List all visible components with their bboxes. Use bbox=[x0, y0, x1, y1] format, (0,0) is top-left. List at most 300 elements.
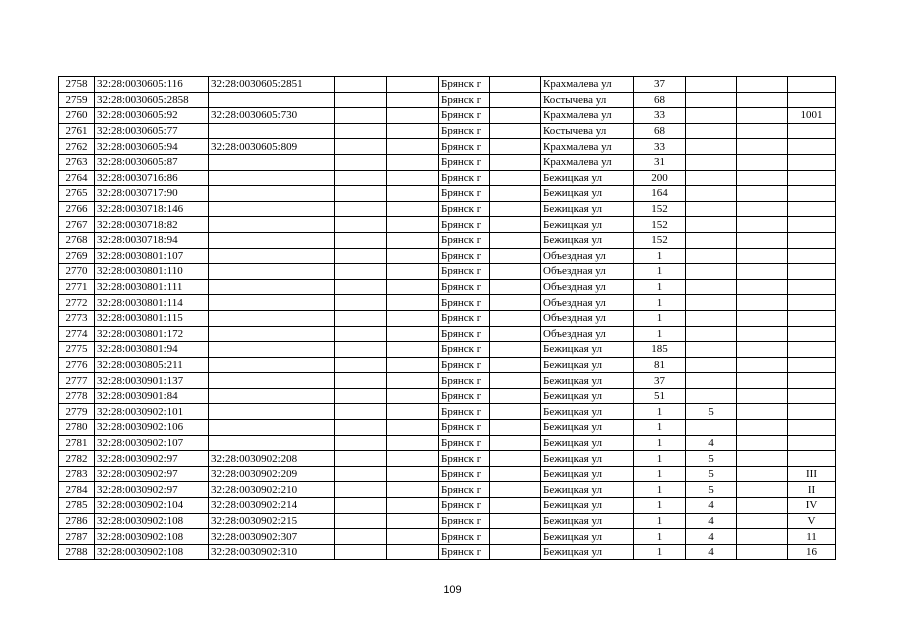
cell-linked-cadastral-number bbox=[209, 201, 335, 217]
cell-linked-cadastral-number bbox=[209, 388, 335, 404]
cell-city: Брянск г bbox=[439, 435, 490, 451]
cell-linked-cadastral-number bbox=[209, 373, 335, 389]
cell-city: Брянск г bbox=[439, 123, 490, 139]
cell-apartment bbox=[788, 123, 836, 139]
table-row bbox=[59, 451, 836, 467]
table-row bbox=[59, 404, 836, 420]
cell-street: Бежицкая ул bbox=[541, 373, 634, 389]
cell-street: Бежицкая ул bbox=[541, 357, 634, 373]
cell-cadastral-number: 32:28:0030902:107 bbox=[95, 435, 209, 451]
cell-column-4 bbox=[335, 529, 387, 545]
cell-city: Брянск г bbox=[439, 342, 490, 358]
cell-column-4 bbox=[335, 295, 387, 311]
cell-linked-cadastral-number bbox=[209, 357, 335, 373]
cell-column-11 bbox=[737, 544, 788, 560]
cell-column-4 bbox=[335, 404, 387, 420]
cell-cadastral-number: 32:28:0030718:94 bbox=[95, 232, 209, 248]
cell-column-7 bbox=[490, 513, 541, 529]
cell-house-number: 68 bbox=[634, 92, 686, 108]
cell-apartment bbox=[788, 264, 836, 280]
cell-column-5 bbox=[387, 139, 439, 155]
cell-column-4 bbox=[335, 217, 387, 233]
cell-street: Бежицкая ул bbox=[541, 513, 634, 529]
cell-building bbox=[686, 77, 737, 93]
cell-column-7 bbox=[490, 466, 541, 482]
cell-building bbox=[686, 217, 737, 233]
cell-street: Крахмалева ул bbox=[541, 77, 634, 93]
table-row bbox=[59, 544, 836, 560]
cell-column-11 bbox=[737, 310, 788, 326]
cell-building: 4 bbox=[686, 513, 737, 529]
cell-linked-cadastral-number: 32:28:0030605:809 bbox=[209, 139, 335, 155]
cell-column-7 bbox=[490, 482, 541, 498]
cell-street: Костычева ул bbox=[541, 123, 634, 139]
cell-building: 5 bbox=[686, 404, 737, 420]
table-row bbox=[59, 513, 836, 529]
cell-city: Брянск г bbox=[439, 420, 490, 436]
cell-cadastral-number: 32:28:0030902:97 bbox=[95, 451, 209, 467]
cell-cadastral-number: 32:28:0030902:106 bbox=[95, 420, 209, 436]
cell-house-number: 51 bbox=[634, 388, 686, 404]
cell-city: Брянск г bbox=[439, 232, 490, 248]
cell-street: Крахмалева ул bbox=[541, 108, 634, 124]
cell-column-4 bbox=[335, 154, 387, 170]
cell-building bbox=[686, 342, 737, 358]
cell-linked-cadastral-number: 32:28:0030902:210 bbox=[209, 482, 335, 498]
cell-cadastral-number: 32:28:0030902:101 bbox=[95, 404, 209, 420]
cell-street: Бежицкая ул bbox=[541, 482, 634, 498]
cell-column-11 bbox=[737, 529, 788, 545]
cell-row-number: 2783 bbox=[59, 466, 95, 482]
cell-city: Брянск г bbox=[439, 326, 490, 342]
cell-column-4 bbox=[335, 248, 387, 264]
cell-cadastral-number: 32:28:0030605:87 bbox=[95, 154, 209, 170]
cell-column-4 bbox=[335, 310, 387, 326]
cell-apartment: III bbox=[788, 466, 836, 482]
cell-apartment bbox=[788, 451, 836, 467]
cell-column-5 bbox=[387, 264, 439, 280]
cell-column-7 bbox=[490, 201, 541, 217]
table-row bbox=[59, 342, 836, 358]
cell-column-4 bbox=[335, 170, 387, 186]
cell-city: Брянск г bbox=[439, 388, 490, 404]
cell-row-number: 2760 bbox=[59, 108, 95, 124]
cell-row-number: 2778 bbox=[59, 388, 95, 404]
cell-apartment: 11 bbox=[788, 529, 836, 545]
cell-cadastral-number: 32:28:0030716:86 bbox=[95, 170, 209, 186]
cell-column-11 bbox=[737, 295, 788, 311]
cell-column-11 bbox=[737, 326, 788, 342]
cell-apartment bbox=[788, 342, 836, 358]
cell-column-7 bbox=[490, 388, 541, 404]
cell-apartment bbox=[788, 232, 836, 248]
cell-row-number: 2787 bbox=[59, 529, 95, 545]
cell-column-5 bbox=[387, 217, 439, 233]
cell-column-11 bbox=[737, 513, 788, 529]
cell-column-11 bbox=[737, 435, 788, 451]
cell-linked-cadastral-number: 32:28:0030902:208 bbox=[209, 451, 335, 467]
cell-column-11 bbox=[737, 123, 788, 139]
cell-cadastral-number: 32:28:0030801:115 bbox=[95, 310, 209, 326]
cell-row-number: 2781 bbox=[59, 435, 95, 451]
cell-column-5 bbox=[387, 357, 439, 373]
table-row bbox=[59, 92, 836, 108]
cell-row-number: 2767 bbox=[59, 217, 95, 233]
cell-building bbox=[686, 154, 737, 170]
cell-cadastral-number: 32:28:0030605:94 bbox=[95, 139, 209, 155]
cell-column-7 bbox=[490, 404, 541, 420]
cell-row-number: 2777 bbox=[59, 373, 95, 389]
cell-column-7 bbox=[490, 92, 541, 108]
table-row bbox=[59, 435, 836, 451]
cell-cadastral-number: 32:28:0030801:94 bbox=[95, 342, 209, 358]
cell-row-number: 2771 bbox=[59, 279, 95, 295]
cell-apartment bbox=[788, 154, 836, 170]
cell-column-5 bbox=[387, 123, 439, 139]
cell-house-number: 152 bbox=[634, 201, 686, 217]
cell-column-5 bbox=[387, 482, 439, 498]
cell-apartment bbox=[788, 357, 836, 373]
cell-building: 5 bbox=[686, 466, 737, 482]
cell-linked-cadastral-number bbox=[209, 420, 335, 436]
cell-apartment: IV bbox=[788, 498, 836, 514]
table-row bbox=[59, 123, 836, 139]
cell-building: 4 bbox=[686, 544, 737, 560]
page-number: 109 bbox=[443, 584, 462, 596]
cell-linked-cadastral-number bbox=[209, 264, 335, 280]
cell-row-number: 2758 bbox=[59, 77, 95, 93]
cell-column-5 bbox=[387, 186, 439, 202]
cell-building: 5 bbox=[686, 451, 737, 467]
cell-linked-cadastral-number bbox=[209, 170, 335, 186]
cell-column-4 bbox=[335, 77, 387, 93]
cell-column-7 bbox=[490, 217, 541, 233]
cell-linked-cadastral-number bbox=[209, 217, 335, 233]
cell-row-number: 2785 bbox=[59, 498, 95, 514]
cell-column-7 bbox=[490, 279, 541, 295]
cell-apartment bbox=[788, 310, 836, 326]
cell-house-number: 1 bbox=[634, 529, 686, 545]
cell-apartment: 1001 bbox=[788, 108, 836, 124]
table-row bbox=[59, 108, 836, 124]
cell-street: Бежицкая ул bbox=[541, 388, 634, 404]
cell-linked-cadastral-number bbox=[209, 404, 335, 420]
cell-row-number: 2763 bbox=[59, 154, 95, 170]
cell-building bbox=[686, 123, 737, 139]
cell-column-7 bbox=[490, 498, 541, 514]
cell-column-5 bbox=[387, 342, 439, 358]
table-row bbox=[59, 77, 836, 93]
cell-apartment bbox=[788, 388, 836, 404]
cell-column-7 bbox=[490, 373, 541, 389]
cell-row-number: 2761 bbox=[59, 123, 95, 139]
cell-cadastral-number: 32:28:0030605:77 bbox=[95, 123, 209, 139]
table-row bbox=[59, 279, 836, 295]
cell-column-5 bbox=[387, 373, 439, 389]
cell-house-number: 68 bbox=[634, 123, 686, 139]
cell-column-5 bbox=[387, 466, 439, 482]
cell-building bbox=[686, 326, 737, 342]
cell-column-11 bbox=[737, 498, 788, 514]
table-row bbox=[59, 154, 836, 170]
cell-street: Объездная ул bbox=[541, 295, 634, 311]
cell-street: Бежицкая ул bbox=[541, 498, 634, 514]
cell-column-11 bbox=[737, 232, 788, 248]
cell-city: Брянск г bbox=[439, 108, 490, 124]
cell-column-4 bbox=[335, 232, 387, 248]
cell-column-7 bbox=[490, 295, 541, 311]
cell-column-11 bbox=[737, 217, 788, 233]
cell-house-number: 1 bbox=[634, 404, 686, 420]
cell-building bbox=[686, 92, 737, 108]
cell-street: Бежицкая ул bbox=[541, 466, 634, 482]
cell-building bbox=[686, 357, 737, 373]
cell-row-number: 2774 bbox=[59, 326, 95, 342]
cell-street: Крахмалева ул bbox=[541, 154, 634, 170]
cell-building: 4 bbox=[686, 435, 737, 451]
cell-column-7 bbox=[490, 170, 541, 186]
cell-street: Объездная ул bbox=[541, 248, 634, 264]
cell-house-number: 1 bbox=[634, 451, 686, 467]
cell-house-number: 33 bbox=[634, 139, 686, 155]
cell-house-number: 1 bbox=[634, 326, 686, 342]
cell-column-4 bbox=[335, 186, 387, 202]
cell-house-number: 1 bbox=[634, 264, 686, 280]
cell-column-11 bbox=[737, 482, 788, 498]
cell-column-4 bbox=[335, 498, 387, 514]
cell-linked-cadastral-number: 32:28:0030902:307 bbox=[209, 529, 335, 545]
cell-column-4 bbox=[335, 482, 387, 498]
cell-column-11 bbox=[737, 108, 788, 124]
cell-column-11 bbox=[737, 451, 788, 467]
cell-city: Брянск г bbox=[439, 310, 490, 326]
cell-row-number: 2765 bbox=[59, 186, 95, 202]
cell-row-number: 2784 bbox=[59, 482, 95, 498]
cell-column-11 bbox=[737, 77, 788, 93]
cell-house-number: 1 bbox=[634, 435, 686, 451]
cell-building bbox=[686, 232, 737, 248]
cell-linked-cadastral-number bbox=[209, 186, 335, 202]
cell-house-number: 81 bbox=[634, 357, 686, 373]
cell-column-5 bbox=[387, 326, 439, 342]
cell-city: Брянск г bbox=[439, 92, 490, 108]
cell-city: Брянск г bbox=[439, 404, 490, 420]
cell-column-5 bbox=[387, 310, 439, 326]
cell-row-number: 2769 bbox=[59, 248, 95, 264]
cell-column-7 bbox=[490, 154, 541, 170]
cell-linked-cadastral-number bbox=[209, 123, 335, 139]
cell-row-number: 2772 bbox=[59, 295, 95, 311]
cell-city: Брянск г bbox=[439, 451, 490, 467]
cell-cadastral-number: 32:28:0030902:108 bbox=[95, 544, 209, 560]
cell-linked-cadastral-number: 32:28:0030902:209 bbox=[209, 466, 335, 482]
cell-house-number: 1 bbox=[634, 310, 686, 326]
cell-street: Объездная ул bbox=[541, 264, 634, 280]
table-row bbox=[59, 326, 836, 342]
cell-column-7 bbox=[490, 186, 541, 202]
cell-house-number: 152 bbox=[634, 232, 686, 248]
cell-column-4 bbox=[335, 139, 387, 155]
cell-column-7 bbox=[490, 139, 541, 155]
cell-house-number: 1 bbox=[634, 498, 686, 514]
cell-column-4 bbox=[335, 466, 387, 482]
cell-column-11 bbox=[737, 92, 788, 108]
cell-apartment bbox=[788, 201, 836, 217]
cell-street: Объездная ул bbox=[541, 279, 634, 295]
cell-house-number: 1 bbox=[634, 420, 686, 436]
cell-column-7 bbox=[490, 310, 541, 326]
table-row bbox=[59, 310, 836, 326]
cell-cadastral-number: 32:28:0030717:90 bbox=[95, 186, 209, 202]
cell-linked-cadastral-number: 32:28:0030902:214 bbox=[209, 498, 335, 514]
cell-linked-cadastral-number bbox=[209, 232, 335, 248]
cell-cadastral-number: 32:28:0030902:97 bbox=[95, 482, 209, 498]
cell-linked-cadastral-number bbox=[209, 248, 335, 264]
cell-column-5 bbox=[387, 295, 439, 311]
cell-column-5 bbox=[387, 435, 439, 451]
cell-column-5 bbox=[387, 201, 439, 217]
cell-building bbox=[686, 264, 737, 280]
cell-linked-cadastral-number: 32:28:0030902:215 bbox=[209, 513, 335, 529]
cell-street: Бежицкая ул bbox=[541, 217, 634, 233]
cell-apartment: V bbox=[788, 513, 836, 529]
cell-column-7 bbox=[490, 357, 541, 373]
cell-house-number: 200 bbox=[634, 170, 686, 186]
cell-cadastral-number: 32:28:0030805:211 bbox=[95, 357, 209, 373]
table-row bbox=[59, 357, 836, 373]
cell-cadastral-number: 32:28:0030718:82 bbox=[95, 217, 209, 233]
cell-building bbox=[686, 186, 737, 202]
cell-cadastral-number: 32:28:0030902:97 bbox=[95, 466, 209, 482]
cell-column-7 bbox=[490, 326, 541, 342]
cell-city: Брянск г bbox=[439, 529, 490, 545]
cell-city: Брянск г bbox=[439, 482, 490, 498]
cell-building: 4 bbox=[686, 498, 737, 514]
cell-row-number: 2780 bbox=[59, 420, 95, 436]
cell-city: Брянск г bbox=[439, 248, 490, 264]
cell-row-number: 2786 bbox=[59, 513, 95, 529]
cell-building: 5 bbox=[686, 482, 737, 498]
cell-house-number: 1 bbox=[634, 279, 686, 295]
cell-row-number: 2766 bbox=[59, 201, 95, 217]
cell-street: Бежицкая ул bbox=[541, 404, 634, 420]
cell-column-5 bbox=[387, 388, 439, 404]
cell-building bbox=[686, 248, 737, 264]
cell-linked-cadastral-number bbox=[209, 154, 335, 170]
cell-apartment bbox=[788, 248, 836, 264]
cell-column-7 bbox=[490, 451, 541, 467]
registry-table bbox=[58, 76, 836, 560]
table-row bbox=[59, 186, 836, 202]
cell-cadastral-number: 32:28:0030605:116 bbox=[95, 77, 209, 93]
cell-building bbox=[686, 201, 737, 217]
cell-street: Бежицкая ул bbox=[541, 544, 634, 560]
cell-cadastral-number: 32:28:0030801:110 bbox=[95, 264, 209, 280]
cell-column-11 bbox=[737, 404, 788, 420]
cell-column-7 bbox=[490, 123, 541, 139]
table-row bbox=[59, 529, 836, 545]
cell-row-number: 2759 bbox=[59, 92, 95, 108]
cell-row-number: 2775 bbox=[59, 342, 95, 358]
cell-row-number: 2770 bbox=[59, 264, 95, 280]
cell-column-7 bbox=[490, 342, 541, 358]
cell-city: Брянск г bbox=[439, 170, 490, 186]
cell-street: Бежицкая ул bbox=[541, 170, 634, 186]
cell-cadastral-number: 32:28:0030605:2858 bbox=[95, 92, 209, 108]
cell-column-11 bbox=[737, 279, 788, 295]
cell-street: Крахмалева ул bbox=[541, 139, 634, 155]
cell-column-7 bbox=[490, 108, 541, 124]
cell-linked-cadastral-number bbox=[209, 435, 335, 451]
cell-row-number: 2782 bbox=[59, 451, 95, 467]
cell-column-11 bbox=[737, 201, 788, 217]
cell-column-11 bbox=[737, 264, 788, 280]
cell-column-5 bbox=[387, 248, 439, 264]
cell-row-number: 2776 bbox=[59, 357, 95, 373]
cell-city: Брянск г bbox=[439, 357, 490, 373]
cell-column-4 bbox=[335, 388, 387, 404]
cell-city: Брянск г bbox=[439, 77, 490, 93]
cell-city: Брянск г bbox=[439, 186, 490, 202]
cell-column-11 bbox=[737, 248, 788, 264]
cell-city: Брянск г bbox=[439, 154, 490, 170]
cell-house-number: 185 bbox=[634, 342, 686, 358]
cell-linked-cadastral-number bbox=[209, 310, 335, 326]
cell-column-4 bbox=[335, 513, 387, 529]
cell-column-5 bbox=[387, 92, 439, 108]
cell-linked-cadastral-number bbox=[209, 295, 335, 311]
cell-column-11 bbox=[737, 342, 788, 358]
cell-row-number: 2762 bbox=[59, 139, 95, 155]
cell-linked-cadastral-number bbox=[209, 92, 335, 108]
cell-street: Бежицкая ул bbox=[541, 529, 634, 545]
cell-apartment bbox=[788, 139, 836, 155]
cell-cadastral-number: 32:28:0030902:108 bbox=[95, 513, 209, 529]
cell-column-5 bbox=[387, 170, 439, 186]
cell-column-5 bbox=[387, 279, 439, 295]
cell-house-number: 1 bbox=[634, 544, 686, 560]
cell-column-4 bbox=[335, 373, 387, 389]
cell-house-number: 164 bbox=[634, 186, 686, 202]
cell-linked-cadastral-number: 32:28:0030605:730 bbox=[209, 108, 335, 124]
cell-column-5 bbox=[387, 451, 439, 467]
cell-building bbox=[686, 420, 737, 436]
cell-cadastral-number: 32:28:0030801:172 bbox=[95, 326, 209, 342]
table-row bbox=[59, 420, 836, 436]
cell-column-4 bbox=[335, 92, 387, 108]
cell-column-11 bbox=[737, 139, 788, 155]
cell-column-11 bbox=[737, 466, 788, 482]
cell-linked-cadastral-number bbox=[209, 279, 335, 295]
cell-apartment bbox=[788, 373, 836, 389]
cell-column-7 bbox=[490, 264, 541, 280]
cell-row-number: 2779 bbox=[59, 404, 95, 420]
cell-row-number: 2788 bbox=[59, 544, 95, 560]
table-row bbox=[59, 170, 836, 186]
cell-column-5 bbox=[387, 513, 439, 529]
cell-cadastral-number: 32:28:0030902:104 bbox=[95, 498, 209, 514]
table-row bbox=[59, 388, 836, 404]
cell-column-4 bbox=[335, 326, 387, 342]
table-row bbox=[59, 232, 836, 248]
cell-cadastral-number: 32:28:0030801:107 bbox=[95, 248, 209, 264]
table-row bbox=[59, 373, 836, 389]
cell-column-11 bbox=[737, 170, 788, 186]
cell-street: Бежицкая ул bbox=[541, 435, 634, 451]
table-row bbox=[59, 248, 836, 264]
cell-house-number: 33 bbox=[634, 108, 686, 124]
cell-apartment: 16 bbox=[788, 544, 836, 560]
